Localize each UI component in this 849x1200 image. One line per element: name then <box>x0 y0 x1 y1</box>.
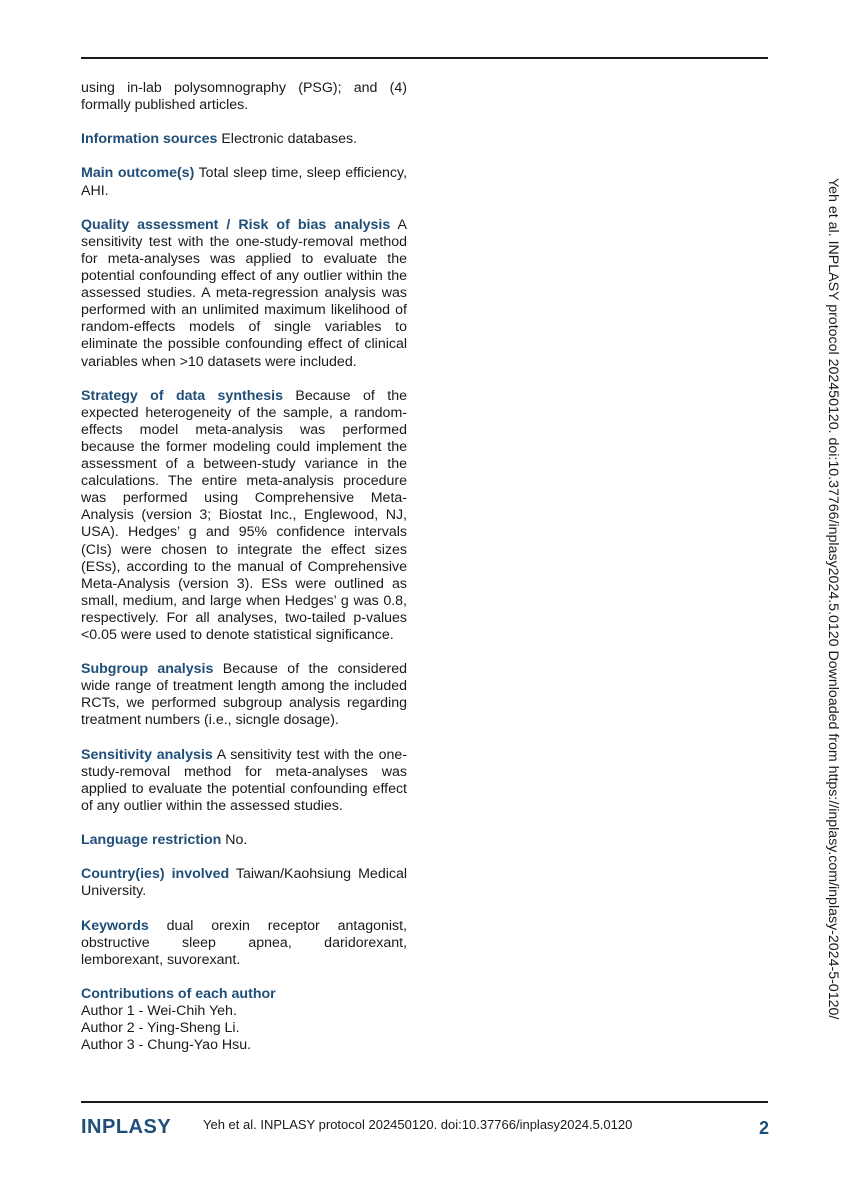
author-item: Author 1 - Wei-Chih Yeh. <box>81 1003 237 1020</box>
section-heading: Keywords <box>81 917 149 934</box>
section-heading: Country(ies) involved <box>81 866 230 883</box>
bottom-divider <box>81 1101 768 1103</box>
intro-paragraph: using in-lab polysomnography (PSG); and (4) formally published articles. <box>81 80 407 114</box>
main-text-column <box>81 80 407 1071</box>
section-countries-involved <box>81 866 407 900</box>
footer-citation: Yeh et al. INPLASY protocol 202450120. doi:10.37766/inplasy2024.5.0120 <box>203 1117 633 1132</box>
section-body: No. <box>225 832 248 849</box>
section-body: Electronic databases. <box>221 131 357 148</box>
section-body: Total sleep time, sleep efficiency, AHI. <box>81 165 408 199</box>
section-subgroup-analysis <box>81 661 407 729</box>
journal-logo: INPLASY <box>81 1116 172 1138</box>
section-language-restriction <box>81 832 407 849</box>
author-item: Author 2 - Ying-Sheng Li. <box>81 1020 240 1037</box>
section-body: A sensitivity test with the one-study-removal method for meta-analyses was applied to evaluate the potential confounding effect of any outlier within the assessed studies. A meta-regression analysis was performed with an unlimited maximum likelihood of random-effects models of single variables to eliminate the possible confounding effect of clinical variables when >10 datasets were included. <box>81 216 407 370</box>
section-sensitivity-analysis <box>81 747 407 815</box>
section-heading: Quality assessment / Risk of bias analysis <box>81 216 391 233</box>
section-body: Taiwan/Kaohsiung Medical University. <box>81 866 407 900</box>
section-contributions <box>81 986 407 1054</box>
section-information-sources <box>81 131 407 148</box>
section-heading: Information sources <box>81 131 218 148</box>
section-heading: Language restriction <box>81 832 222 849</box>
section-heading: Main outcome(s) <box>81 165 195 182</box>
page-number: 2 <box>758 1118 769 1138</box>
section-data-synthesis <box>81 388 407 644</box>
download-watermark: Yeh et al. INPLASY protocol 202450120. doi:10.37766/inplasy2024.5.0120 Downloaded from https://inplasy.com/inplasy-2024-5-0120/ <box>825 178 841 1020</box>
section-heading: Strategy of data synthesis <box>81 387 283 404</box>
section-heading: Sensitivity analysis <box>81 746 213 763</box>
section-keywords <box>81 918 407 969</box>
author-item: Author 3 - Chung-Yao Hsu. <box>81 1037 252 1054</box>
top-divider <box>81 57 768 59</box>
section-body: Because of the expected heterogeneity of the sample, a random-effects model meta-analysis was performed because the former modeling could implement the assessment of a between-study variance in the calculations. The entire meta-analysis procedure was performed using Comprehensive Meta-Analysis (version 3; Biostat Inc., Englewood, NJ, USA). Hedges’ g and 95% confidence intervals (CIs) were chosen to integrate the effect sizes (ESs), according to the manual of Comprehensive Meta-Analysis (version 3). ESs were outlined as small, medium, and large when Hedges’ g was 0.8, respectively. For all analyses, two-tailed p-values <0.05 were used to denote statistical significance. <box>81 387 407 643</box>
section-heading: Subgroup analysis <box>81 661 214 678</box>
section-heading: Contributions of each author <box>81 985 276 1002</box>
section-body: dual orexin receptor antagonist, obstructive sleep apnea, daridorexant, lemborexant, suvorexant. <box>81 917 408 968</box>
section-body: Because of the considered wide range of treatment length among the included RCTs, we performed subgroup analysis regarding treatment numbers (i.e., sicngle dosage). <box>81 661 407 729</box>
section-body: A sensitivity test with the one-study-removal method for meta-analyses was applied to evaluate the potential confounding effect of any outlier within the assessed studies. <box>81 746 407 814</box>
section-main-outcomes <box>81 165 407 199</box>
section-quality-assessment <box>81 217 407 371</box>
